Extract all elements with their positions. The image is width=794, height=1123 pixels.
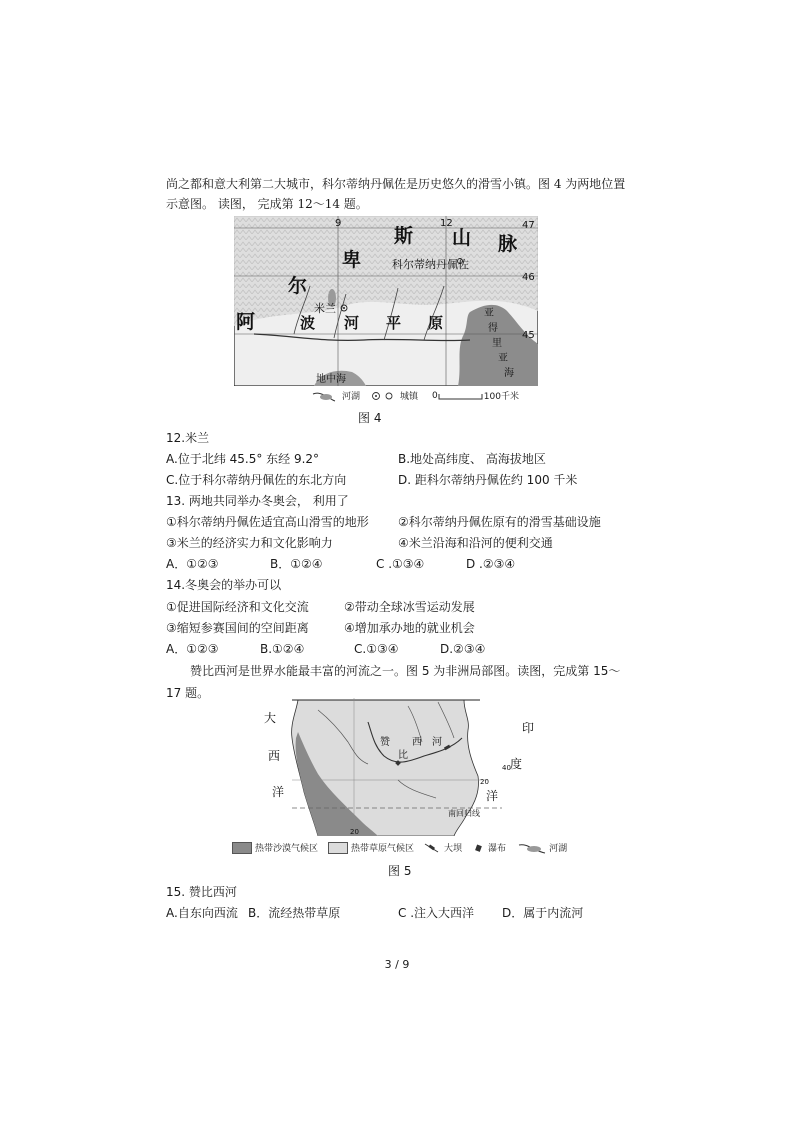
figure-4-map [234,216,538,386]
q13-statement-1: ①科尔蒂纳丹佩佐适宜高山滑雪的地形 [166,515,369,529]
adriatic-label-2: 得 [488,323,498,334]
indian-label-2: 度 [510,757,523,771]
q12-option-c[interactable]: C.位于科尔蒂纳丹佩佐的东北方向 [166,473,347,487]
figure-4-caption: 图 4 [358,411,382,425]
town-legend-label: 城镇 [400,392,419,402]
q13-statement-4: ④米兰沿海和沿河的便利交通 [398,536,553,550]
q13-option-c[interactable]: C .①③④ [376,557,425,571]
q14-option-b[interactable]: B.①②④ [260,642,305,656]
q14-statement-2: ②带动全球冰雪运动发展 [344,600,475,614]
q14-stem: 14.冬奥会的举办可以 [166,578,282,592]
intro2-line-1: 赞比西河是世界水能最丰富的河流之一。图 5 为非洲局部图。读图，完成第 15～ [190,664,621,678]
cortina-label: 科尔蒂纳丹佩佐 [392,258,469,271]
zambezi-label-1: 赞 [380,737,390,748]
q14-statement-3: ③缩短参赛国间的空间距离 [166,621,309,635]
zambezi-label-4: 河 [432,737,442,748]
alps-label-1: 阿 [236,311,256,333]
lat-tick-47: 47 [522,220,535,231]
figure-5-map [258,698,544,836]
po-plain-label-2: 河 [344,314,360,332]
po-plain-label-4: 原 [428,314,444,332]
tropic-of-capricorn-label: 南回归线 [448,809,480,818]
adriatic-label-3: 里 [492,338,502,349]
q12-stem: 12.米兰 [166,431,210,445]
savanna-legend-label: 热带草原气候区 [351,844,415,854]
po-plain-label-3: 平 [386,314,402,332]
q13-option-d[interactable]: D .②③④ [466,557,516,571]
q15-option-b[interactable]: B．流经热带草原 [248,906,341,920]
zambezi-label-2: 比 [398,750,408,761]
q14-option-d[interactable]: D.②③④ [440,642,486,656]
q14-option-a[interactable]: A．①②③ [166,642,219,656]
indian-label-1: 印 [522,721,535,735]
q14-option-c[interactable]: C.①③④ [354,642,399,656]
waterfall-legend-label: 瀑布 [488,844,507,854]
dam-legend-icon [422,842,442,854]
q14-statement-1: ①促进国际经济和文化交流 [166,600,309,614]
q13-statement-3: ③米兰的经济实力和文化影响力 [166,536,333,550]
atlantic-label-3: 洋 [272,785,285,799]
lat-tick-20: 20 [480,778,489,786]
q13-stem: 13. 两地共同举办冬奥会， 利用了 [166,494,349,508]
scale-bar [438,390,484,402]
zambezi-label-3: 西 [412,737,422,748]
figure-5-legend [232,841,567,854]
milan-label: 米兰 [314,302,336,315]
q12-option-b[interactable]: B.地处高纬度、 高海拔地区 [398,452,546,466]
lon-tick-20: 20 [350,828,359,836]
adriatic-label-5: 海 [504,368,514,379]
q13-option-a[interactable]: A．①②③ [166,557,219,571]
figure-5-caption: 图 5 [388,864,412,878]
figure-4-legend [312,389,519,402]
alps-label-5: 山 [452,227,472,249]
lon-tick-40: 40 [502,764,511,772]
atlantic-label-2: 西 [268,749,281,763]
q12-option-a[interactable]: A.位于北纬 45.5° 东经 9.2° [166,452,320,466]
river-lake-legend-label: 河湖 [342,392,361,402]
river-lake-legend-icon [312,390,336,402]
waterfall-legend-icon [472,842,486,854]
po-plain-label-1: 波 [300,314,316,332]
intro-line-2: 示意图。 读图， 完成第 12～14 题。 [166,197,368,211]
alps-label-6: 脉 [498,233,518,255]
atlantic-label-1: 大 [264,711,277,725]
q14-statement-4: ④增加承办地的就业机会 [344,621,475,635]
savanna-legend-swatch [328,842,348,854]
alps-label-4: 斯 [394,225,414,247]
alps-label-2: 尔 [288,275,308,297]
river-lake-legend-label-5: 河湖 [549,844,568,854]
q15-option-d[interactable]: D．属于内流河 [502,906,584,920]
scale-label: 100千米 [483,392,519,402]
river-lake-legend-icon-5 [518,842,546,854]
lon-tick-12: 12 [440,218,453,229]
indian-label-3: 洋 [486,789,499,803]
q15-option-a[interactable]: A.自东向西流 [166,906,238,920]
scale-zero-label: 0 [432,390,438,401]
q15-stem: 15. 赞比西河 [166,885,237,899]
adriatic-label-1: 亚 [484,308,494,319]
desert-legend-label: 热带沙漠气候区 [255,844,319,854]
q12-option-d[interactable]: D. 距科尔蒂纳丹佩佐约 100 千米 [398,473,578,487]
q15-option-c[interactable]: C .注入大西洋 [398,906,475,920]
town-legend-icon [370,390,398,402]
lat-tick-46: 46 [522,272,535,283]
q13-statement-2: ②科尔蒂纳丹佩佐原有的滑雪基础设施 [398,515,601,529]
page-number: 3 / 9 [384,958,410,971]
lat-tick-45: 45 [522,330,535,341]
alps-label-3: 卑 [342,249,362,271]
mediterranean-label: 地中海 [316,374,346,385]
intro2-line-2: 17 题。 [166,686,210,700]
intro-line-1: 尚之都和意大利第二大城市，科尔蒂纳丹佩佐是历史悠久的滑雪小镇。图 4 为两地位置 [166,177,626,191]
q13-option-b[interactable]: B．①②④ [270,557,323,571]
desert-legend-swatch [232,842,252,854]
dam-legend-label: 大坝 [444,844,463,854]
adriatic-label-4: 亚 [498,353,508,364]
lon-tick-9: 9 [335,218,342,229]
